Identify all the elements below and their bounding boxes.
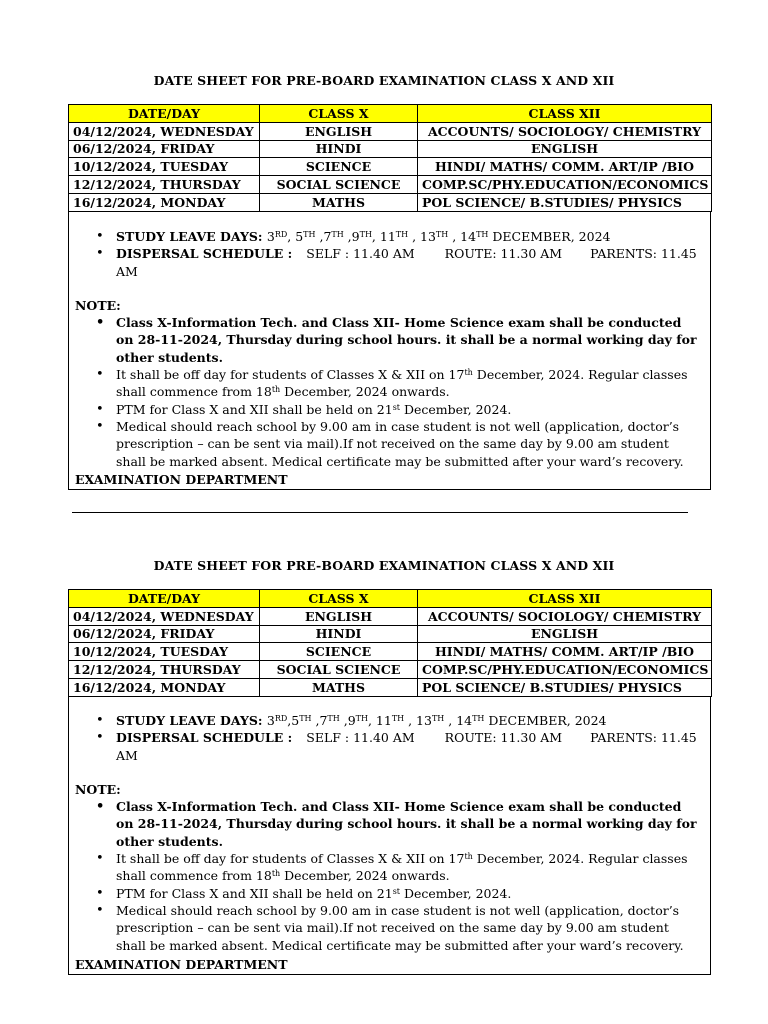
table-row — [69, 678, 712, 696]
cell-class-x: HINDI — [260, 140, 418, 158]
dispersal-route: ROUTE: 11.30 AM — [444, 730, 563, 746]
schedule-list — [69, 228, 710, 280]
table-row — [69, 661, 712, 679]
dispersal-parents: PARENTS: 11.45 AM — [116, 730, 697, 763]
page-title: DATE SHEET FOR PRE-BOARD EXAMINATION CLASS X AND XII — [153, 73, 615, 88]
table-row — [69, 158, 712, 176]
note-item: • PTM for Class X and XII shall be held on 21st December, 2024. — [69, 401, 710, 418]
table-row — [69, 176, 712, 194]
schedule-list — [69, 712, 710, 764]
study-leave-days: 3RD, 5TH ,7TH ,9TH, 11TH , 13TH , 14TH DECEMBER, 2024 — [266, 229, 611, 244]
cell-class-xii: ACCOUNTS/ SOCIOLOGY/ CHEMISTRY — [418, 607, 712, 625]
cell-class-xii: HINDI/ MATHS/ COMM. ART/IP /BIO — [418, 158, 712, 176]
cell-class-x: SOCIAL SCIENCE — [260, 661, 418, 679]
table-header-row — [69, 590, 712, 608]
dispersal-item: • DISPERSAL SCHEDULE : SELF : 11.40 AM ROUTE: 11.30 AM PARENTS: 11.45 AM — [69, 245, 710, 280]
notes-list — [69, 314, 710, 470]
cell-date: 12/12/2024, THURSDAY — [69, 661, 260, 679]
note-item: • Medical should reach school by 9.00 am in case student is not well (application, doctor’s prescription – can be sent via mail).If not received on the same day by 9.00 am student shall be marked absent. Medical certificate may be submitted after your ward’s recovery. — [69, 902, 710, 954]
cell-class-x: MATHS — [260, 193, 418, 211]
header-class-xii: CLASS XII — [418, 590, 712, 608]
dispersal-self: SELF : 11.40 AM — [306, 730, 415, 746]
header-date-day: DATE/DAY — [69, 105, 260, 123]
note-item: • It shall be off day for students of Classes X & XII on 17th December, 2024. Regular classes shall commence from 18th December, 2024 onwards. — [69, 366, 710, 401]
date-sheet-table — [68, 589, 712, 697]
department-signature: EXAMINATION DEPARTMENT — [75, 956, 288, 972]
note-item: • Class X-Information Tech. and Class XII- Home Science exam shall be conducted on 28-11-2024, Thursday during school hours. it shall be a normal working day for other students. — [69, 314, 710, 366]
header-date-day: DATE/DAY — [69, 590, 260, 608]
cell-class-x: SOCIAL SCIENCE — [260, 176, 418, 194]
cell-date: 06/12/2024, FRIDAY — [69, 140, 260, 158]
table-row — [69, 643, 712, 661]
note-heading: NOTE: — [75, 297, 121, 313]
study-leave-item: • STUDY LEAVE DAYS: 3RD,5TH ,7TH ,9TH, 11TH , 13TH , 14TH DECEMBER, 2024 — [69, 712, 710, 729]
department-signature: EXAMINATION DEPARTMENT — [75, 471, 288, 487]
study-leave-label: STUDY LEAVE DAYS — [116, 229, 258, 244]
cell-class-xii: POL SCIENCE/ B.STUDIES/ PHYSICS — [418, 678, 712, 696]
dispersal-label: DISPERSAL SCHEDULE — [116, 246, 284, 262]
notes-box — [68, 696, 711, 975]
note-item: • It shall be off day for students of Classes X & XII on 17th December, 2024. Regular classes shall commence from 18th December, 2024 onwards. — [69, 850, 710, 885]
table-row — [69, 193, 712, 211]
note-item: • Class X-Information Tech. and Class XII- Home Science exam shall be conducted on 28-11-2024, Thursday during school hours. it shall be a normal working day for other students. — [69, 798, 710, 850]
page-title: DATE SHEET FOR PRE-BOARD EXAMINATION CLASS X AND XII — [153, 558, 615, 573]
cell-class-xii: ENGLISH — [418, 625, 712, 643]
dispersal-self: SELF : 11.40 AM — [306, 246, 415, 262]
cell-class-xii: ENGLISH — [418, 140, 712, 158]
table-header-row — [69, 105, 712, 123]
cell-class-x: SCIENCE — [260, 643, 418, 661]
dispersal-route: ROUTE: 11.30 AM — [444, 246, 563, 262]
study-leave-label: STUDY LEAVE DAYS — [116, 713, 258, 728]
cell-class-xii: COMP.SC/PHY.EDUCATION/ECONOMICS — [418, 176, 712, 194]
cell-class-x: SCIENCE — [260, 158, 418, 176]
cell-date: 04/12/2024, WEDNESDAY — [69, 122, 260, 140]
cell-class-x: ENGLISH — [260, 122, 418, 140]
cell-class-xii: POL SCIENCE/ B.STUDIES/ PHYSICS — [418, 193, 712, 211]
cell-class-xii: ACCOUNTS/ SOCIOLOGY/ CHEMISTRY — [418, 122, 712, 140]
table-row — [69, 607, 712, 625]
notes-box — [68, 211, 711, 490]
cell-class-xii: HINDI/ MATHS/ COMM. ART/IP /BIO — [418, 643, 712, 661]
cell-date: 12/12/2024, THURSDAY — [69, 176, 260, 194]
cut-line-divider — [72, 512, 688, 513]
date-sheet-table — [68, 104, 712, 212]
study-leave-days: 3RD,5TH ,7TH ,9TH, 11TH , 13TH , 14TH DECEMBER, 2024 — [266, 713, 607, 728]
header-class-xii: CLASS XII — [418, 105, 712, 123]
note-heading: NOTE: — [75, 781, 121, 797]
table-row — [69, 140, 712, 158]
table-row — [69, 122, 712, 140]
cell-date: 16/12/2024, MONDAY — [69, 678, 260, 696]
cell-class-xii: COMP.SC/PHY.EDUCATION/ECONOMICS — [418, 661, 712, 679]
cell-date: 06/12/2024, FRIDAY — [69, 625, 260, 643]
cell-class-x: HINDI — [260, 625, 418, 643]
dispersal-label: DISPERSAL SCHEDULE — [116, 730, 284, 746]
note-item: • PTM for Class X and XII shall be held on 21st December, 2024. — [69, 885, 710, 902]
table-row — [69, 625, 712, 643]
study-leave-item: • STUDY LEAVE DAYS: 3RD, 5TH ,7TH ,9TH, 11TH , 13TH , 14TH DECEMBER, 2024 — [69, 228, 710, 245]
cell-class-x: ENGLISH — [260, 607, 418, 625]
cell-date: 16/12/2024, MONDAY — [69, 193, 260, 211]
cell-date: 04/12/2024, WEDNESDAY — [69, 607, 260, 625]
note-item: • Medical should reach school by 9.00 am in case student is not well (application, doctor’s prescription – can be sent via mail).If not received on the same day by 9.00 am student shall be marked absent. Medical certificate may be submitted after your ward’s recovery. — [69, 418, 710, 470]
header-class-x: CLASS X — [260, 590, 418, 608]
cell-class-x: MATHS — [260, 678, 418, 696]
cell-date: 10/12/2024, TUESDAY — [69, 643, 260, 661]
cell-date: 10/12/2024, TUESDAY — [69, 158, 260, 176]
dispersal-parents: PARENTS: 11.45 AM — [116, 246, 697, 279]
dispersal-item: • DISPERSAL SCHEDULE : SELF : 11.40 AM ROUTE: 11.30 AM PARENTS: 11.45 AM — [69, 729, 710, 764]
header-class-x: CLASS X — [260, 105, 418, 123]
notes-list — [69, 798, 710, 954]
